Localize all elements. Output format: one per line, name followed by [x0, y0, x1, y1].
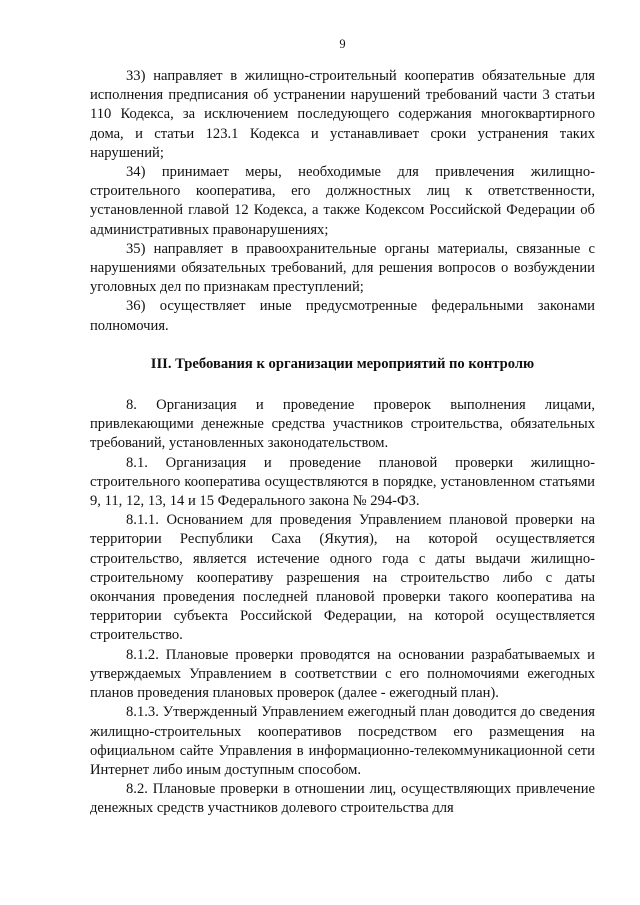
paragraph-8-2: 8.2. Плановые проверки в отношении лиц, осуществляющих привлечение денежных средств участников долевого строительства для	[90, 781, 595, 817]
paragraph-item-34: 34) принимает меры, необходимые для привлечения жилищно-строительного кооператива, его должностных лиц к ответственности, установленной главой 12 Кодекса, а также Кодексом Российской Федерации об административных правонарушениях;	[90, 164, 595, 238]
section-heading: III. Требования к организации мероприятий по контролю	[150, 355, 535, 372]
paragraph-item-33: 33) направляет в жилищно-строительный кооператив обязательные для исполнения предписания об устранении нарушений требований части 3 статьи 110 Кодекса, за исключением последующего содержания многоквартирного дома, и статьи 123.1 Кодекса и устанавливает сроки устранения таких нарушений;	[90, 68, 595, 161]
paragraph-8: 8. Организация и проведение проверок выполнения лицами, привлекающими денежные средства участников строительства, обязательных требований, установленных законодательством.	[90, 397, 595, 452]
paragraph-item-35: 35) направляет в правоохранительные органы материалы, связанные с нарушениями обязательных требований, для решения вопросов о возбуждении уголовных дел по признакам преступлений;	[90, 240, 595, 296]
paragraph-item-36: 36) осуществляет иные предусмотренные федеральными законами полномочия.	[90, 298, 595, 334]
paragraph-8-1: 8.1. Организация и проведение плановой проверки жилищно-строительного кооператива осуществляются в порядке, установленном статьями 9, 11, 12, 13, 14 и 15 Федерального закона № 294-ФЗ.	[90, 454, 595, 510]
paragraph-8-1-1: 8.1.1. Основанием для проведения Управлением плановой проверки на территории Республики Саха (Якутия), на которой осуществляется строительство, является истечение одного года с даты выдачи жилищно-строительному кооперативу разрешения на строительство либо с даты окончания проведения последней плановой проверки такого кооператива на территории субъекта Российской Федерации, на которой осуществляется строительство.	[90, 512, 595, 644]
page-number: 9	[339, 37, 346, 51]
paragraph-8-1-3: 8.1.3. Утвержденный Управлением ежегодный план доводится до сведения жилищно-строительных кооперативов посредством его размещения на официальном сайте Управления в информационно-телекоммуникационной сети Интернет либо иным доступным способом.	[90, 704, 595, 778]
paragraph-8-1-2: 8.1.2. Плановые проверки проводятся на основании разрабатываемых и утверждаемых Управлением в соответствии с его полномочиями ежегодных планов проведения плановых проверок (далее - ежегодный план).	[90, 646, 595, 702]
